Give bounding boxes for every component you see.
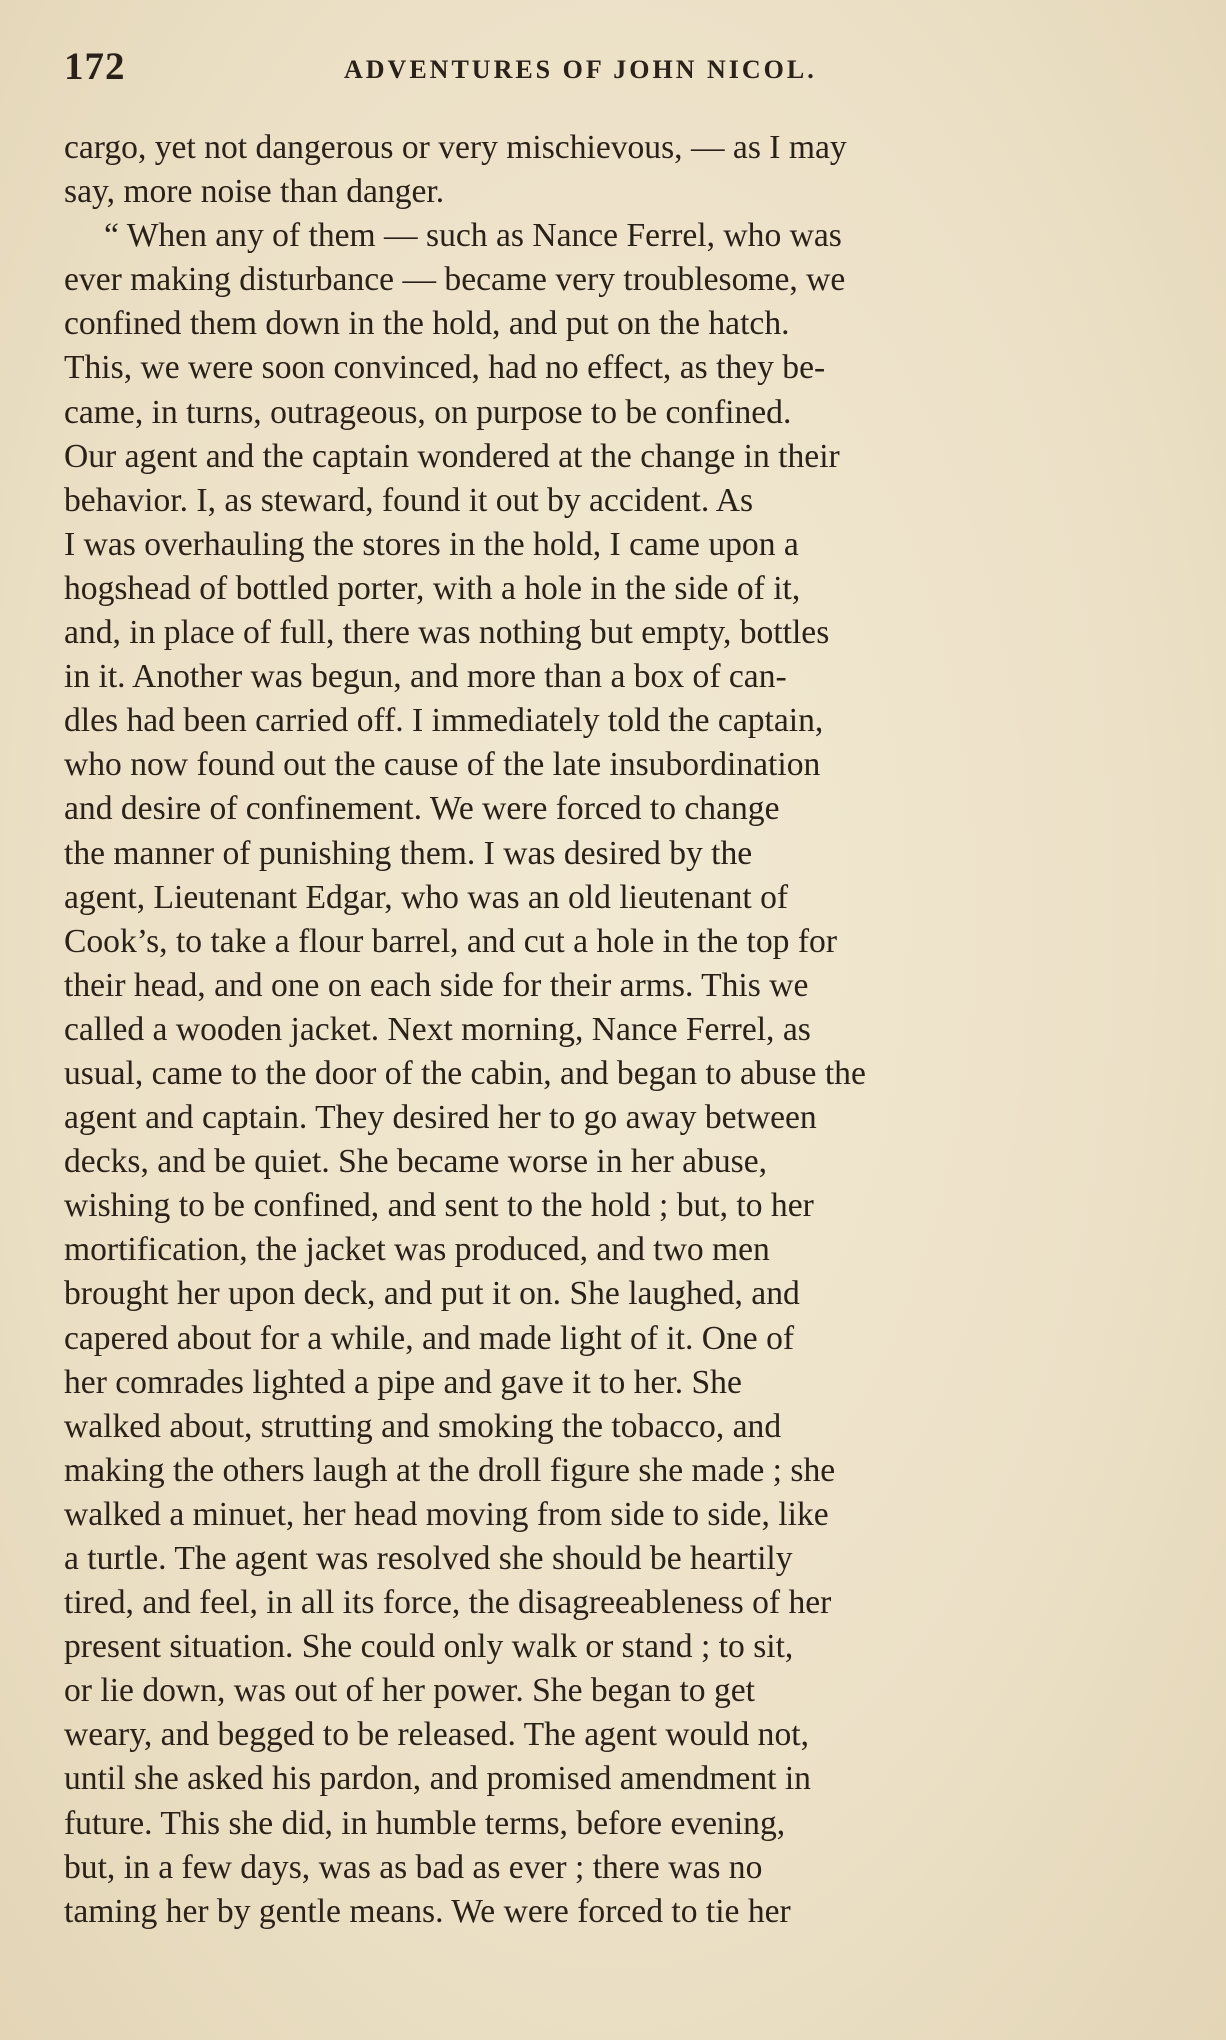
text-line: This, we were soon convinced, had no effect, as they be-	[64, 349, 826, 387]
text-line: until she asked his pardon, and promised amendment in	[64, 1760, 811, 1798]
text-line: taming her by gentle means. We were forced to tie her	[64, 1892, 791, 1930]
text-line: in it. Another was begun, and more than a box of can-	[64, 658, 787, 696]
body-text	[64, 126, 1147, 1934]
text-line: usual, came to the door of the cabin, and began to abuse the	[64, 1054, 866, 1092]
text-line: “ When any of them — such as Nance Ferrel, who was	[104, 217, 842, 255]
text-line: Our agent and the captain wondered at the change in their	[64, 437, 840, 475]
text-line: agent, Lieutenant Edgar, who was an old lieutenant of	[64, 878, 789, 916]
text-line: making the others laugh at the droll figure she made ; she	[64, 1451, 836, 1489]
text-line: confined them down in the hold, and put on the hatch.	[64, 305, 790, 343]
text-line: ever making disturbance — became very troublesome, we	[64, 261, 846, 299]
text-line: their head, and one on each side for their arms. This we	[64, 966, 809, 1004]
text-line: agent and captain. They desired her to go away between	[64, 1099, 817, 1137]
text-line: who now found out the cause of the late insubordination	[64, 746, 821, 784]
text-line: dles had been carried off. I immediately told the captain,	[64, 702, 824, 740]
text-line: hogshead of bottled porter, with a hole in the side of it,	[64, 569, 801, 607]
text-line: came, in turns, outrageous, on purpose to be confined.	[64, 393, 792, 431]
text-line: wishing to be confined, and sent to the hold ; but, to her	[64, 1187, 814, 1225]
text-line: walked a minuet, her head moving from side to side, like	[64, 1495, 829, 1533]
text-line: behavior. I, as steward, found it out by accident. As	[64, 481, 754, 519]
text-line: tired, and feel, in all its force, the disagreeableness of her	[64, 1584, 832, 1622]
text-line: mortification, the jacket was produced, and two men	[64, 1231, 770, 1269]
text-line: brought her upon deck, and put it on. She laughed, and	[64, 1275, 800, 1313]
text-line: Cook’s, to take a flour barrel, and cut a hole in the top for	[64, 922, 838, 960]
page-header	[64, 42, 1154, 92]
text-line: cargo, yet not dangerous or very mischievous, — as I may	[64, 129, 847, 166]
text-line: say, more noise than danger.	[64, 173, 445, 211]
text-line: the manner of punishing them. I was desired by the	[64, 834, 753, 872]
text-line: a turtle. The agent was resolved she should be heartily	[64, 1540, 793, 1577]
text-line: walked about, strutting and smoking the tobacco, and	[64, 1407, 782, 1445]
text-line: weary, and begged to be released. The agent would not,	[64, 1716, 809, 1754]
text-line: future. This she did, in humble terms, before evening,	[64, 1804, 786, 1842]
text-line: or lie down, was out of her power. She began to get	[64, 1672, 755, 1710]
page-number: 172	[64, 45, 126, 88]
running-head: ADVENTURES OF JOHN NICOL.	[344, 55, 817, 84]
text-line: decks, and be quiet. She became worse in her abuse,	[64, 1143, 768, 1181]
text-line: but, in a few days, was as bad as ever ; there was no	[64, 1848, 763, 1886]
text-line: present situation. She could only walk or stand ; to sit,	[64, 1628, 794, 1666]
text-line: and, in place of full, there was nothing but empty, bottles	[64, 614, 830, 652]
text-line: capered about for a while, and made light of it. One of	[64, 1319, 795, 1357]
text-line: called a wooden jacket. Next morning, Nance Ferrel, as	[64, 1010, 811, 1048]
text-line: and desire of confinement. We were forced to change	[64, 790, 780, 828]
text-line: I was overhauling the stores in the hold, I came upon a	[64, 525, 799, 563]
text-line: her comrades lighted a pipe and gave it to her. She	[64, 1363, 742, 1401]
